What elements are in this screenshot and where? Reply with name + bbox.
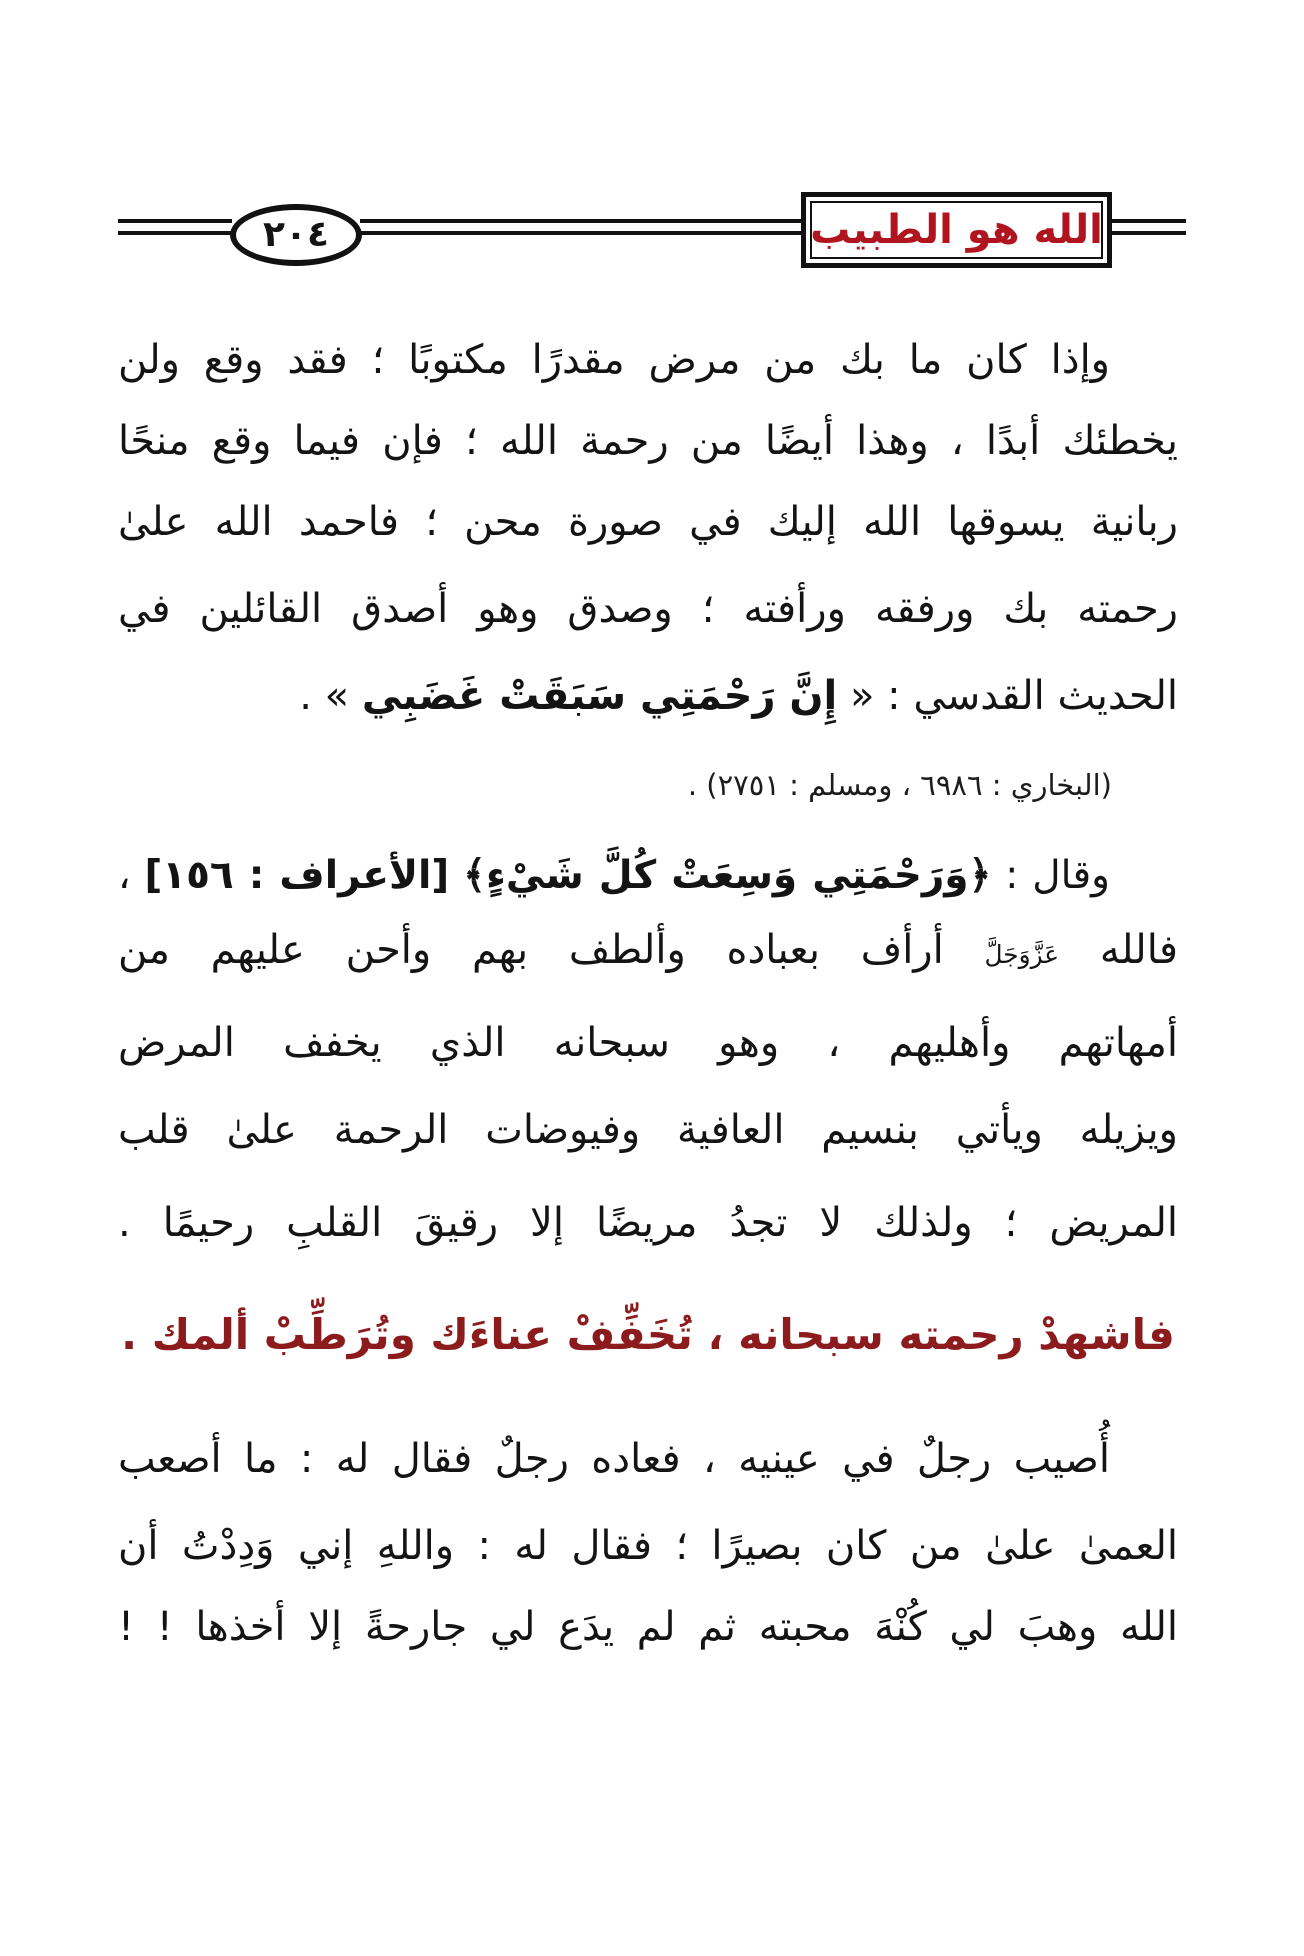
paragraph-line: المريض ؛ ولذلك لا تجدُ مريضًا إلا رقيقَ القلبِ رحيمًا . (118, 1200, 1178, 1246)
running-title: الله هو الطبيب (810, 207, 1103, 253)
running-title-box (801, 192, 1112, 268)
honorific: عَزَّوَجَلَّ (984, 940, 1060, 969)
honorific-line (118, 915, 1178, 990)
paragraph-line: وإذا كان ما بك من مرض مقدرًا مكتوبًا ؛ فقد وقع ولن (118, 337, 1110, 383)
section-heading: فاشهدْ رحمته سبحانه ، تُخَفِّفْ عناءَك وتُرَطِّبْ ألمك . (121, 1310, 1175, 1359)
header-rule (360, 219, 803, 235)
verse-reference: [الأعراف : ١٥٦] (144, 853, 450, 898)
paragraph-line: ربانية يسوقها الله إليك في صورة محن ؛ فاحمد الله علىٰ (118, 499, 1178, 545)
verse-line (118, 841, 1178, 911)
paragraph-line: ويزيله ويأتي بنسيم العافية وفيوضات الرحمة علىٰ قلب (118, 1107, 1178, 1153)
paragraph-line: رحمته بك ورفقه ورأفته ؛ وصدق وهو أصدق القائلين في (118, 586, 1178, 632)
hadith-line (118, 661, 1178, 731)
paragraph-line: أمهاتهم وأهليهم ، وهو سبحانه الذي يخفف المرض (118, 1020, 1178, 1066)
paragraph-line: أُصيب رجلٌ في عينيه ، فعاده رجلٌ فقال له : ما أصعب (118, 1436, 1110, 1482)
honorific-lead: فالله (1099, 927, 1179, 973)
paragraph-line: العمىٰ علىٰ من كان بصيرًا ؛ فقال له : واللهِ إني وَدِدْتُ أن (118, 1523, 1178, 1569)
header-rule (1110, 219, 1186, 235)
running-title-frame (810, 201, 1103, 259)
hadith-quote: إِنَّ رَحْمَتِي سَبَقَتْ غَضَبِي (361, 673, 838, 719)
verse-tail: ، (118, 853, 131, 898)
paragraph-line: يخطئك أبدًا ، وهذا أيضًا من رحمة الله ؛ فإن فيما وقع منحًا (118, 418, 1178, 464)
page-number-oval (230, 204, 362, 266)
honorific-rest: أرأف بعباده وألطف بهم وأحن عليهم من (118, 927, 944, 973)
hadith-lead: الحديث القدسي : « (849, 673, 1178, 719)
hadith-tail: » . (299, 673, 350, 719)
paragraph-line: الله وهبَ لي كُنْهَ محبته ثم لم يدَع لي جارحةً إلا أخذها ! ! (118, 1604, 1178, 1650)
header-rule (118, 219, 232, 235)
page-number: ٢٠٤ (263, 214, 329, 255)
verse-lead: وقال : (1005, 853, 1110, 898)
verse-quote: ﴿وَرَحْمَتِي وَسِعَتْ كُلَّ شَيْءٍ﴾ (463, 853, 992, 898)
citation: (البخاري : ٦٩٨٦ ، ومسلم : ٢٧٥١) . (687, 768, 1112, 802)
